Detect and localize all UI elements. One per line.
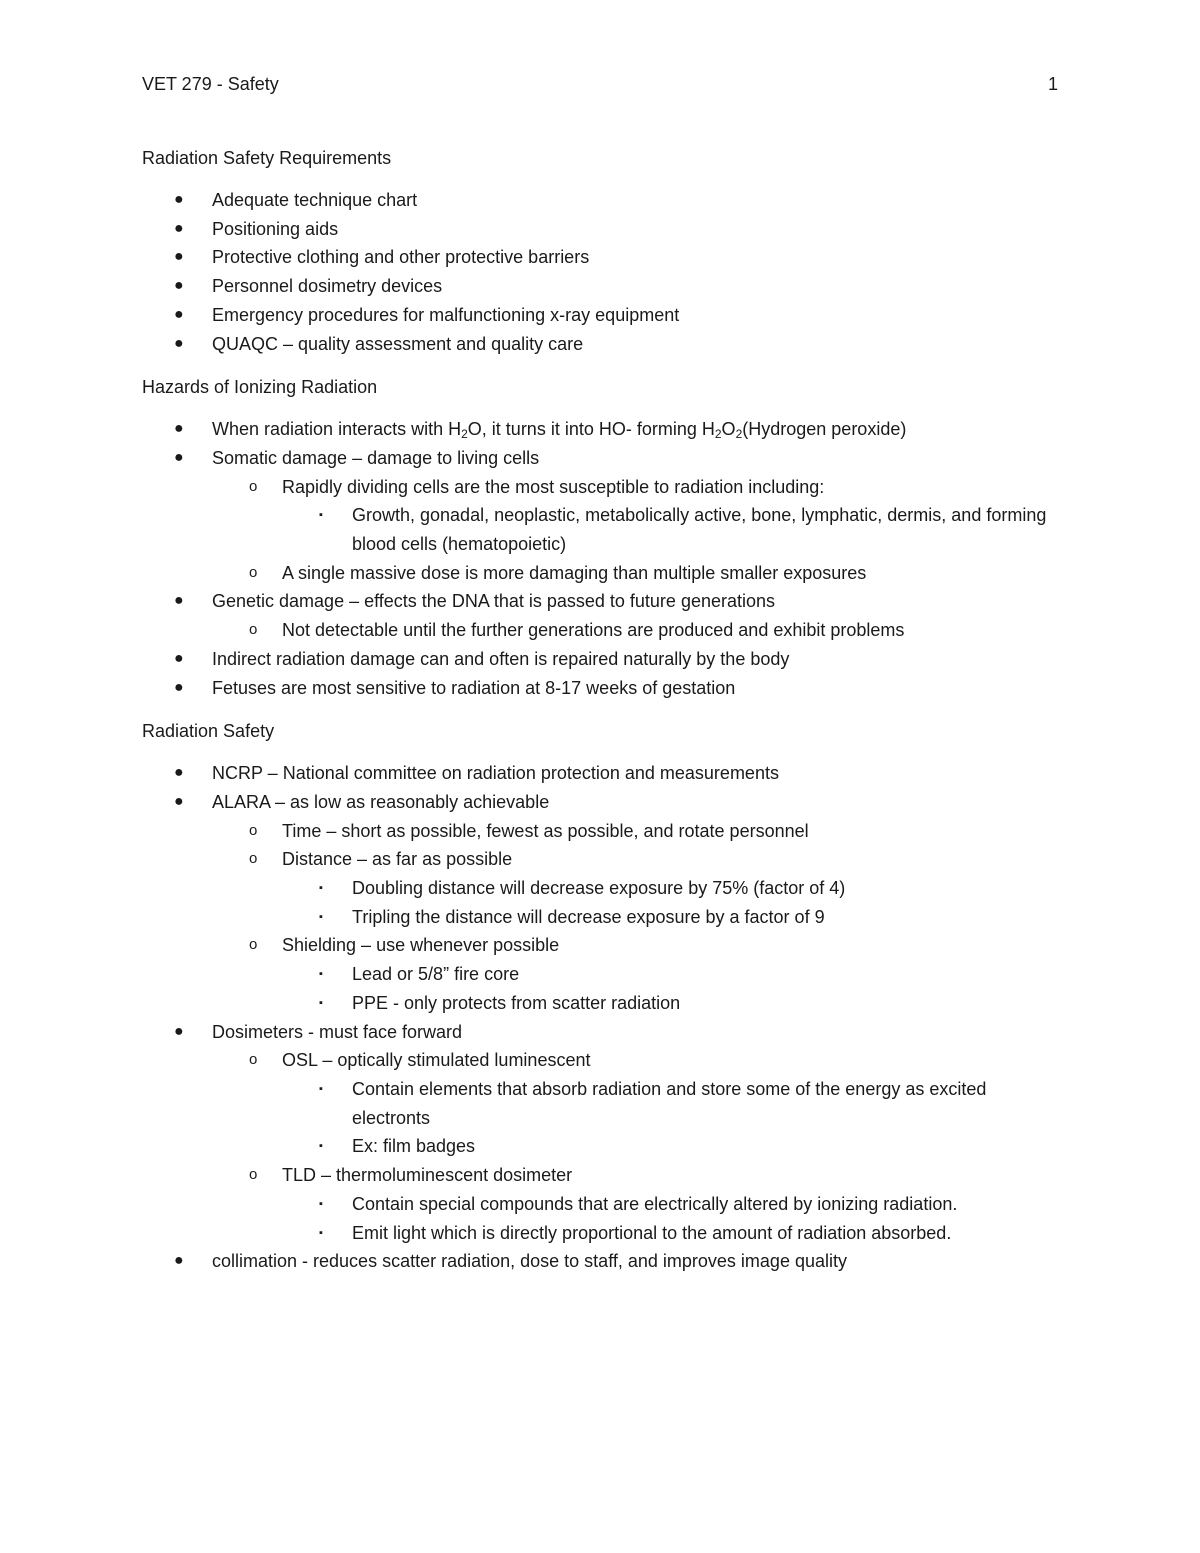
bullet-icon: ● xyxy=(174,277,184,295)
bullet-icon: ▪ xyxy=(319,1082,323,1095)
bullet-icon: o xyxy=(249,563,258,581)
sub-list xyxy=(212,501,1062,558)
bullet-icon: ▪ xyxy=(319,1197,323,1210)
bullet-icon: o xyxy=(249,621,258,639)
bullet-icon: o xyxy=(249,1166,258,1184)
sub-list xyxy=(142,473,1062,588)
section-heading: Hazards of Ionizing Radiation xyxy=(142,377,378,398)
list-item: o Not detectable until the further generations are produced and exhibit problems xyxy=(212,616,1062,645)
header-title: VET 279 - Safety xyxy=(142,74,279,94)
list-item: o OSL – optically stimulated luminescent ▪ Contain elements that absorb radiation and store some of the energy as excited electronts ▪ Ex: film badges xyxy=(212,1046,1062,1161)
list-item: ● Positioning aids xyxy=(142,215,1062,244)
sub-list xyxy=(212,1075,1062,1161)
bullet-icon: ● xyxy=(174,592,184,610)
section-requirements xyxy=(142,144,1062,358)
list-item: ▪ Contain elements that absorb radiation and store some of the energy as excited electronts xyxy=(282,1075,1062,1132)
list-item: ● Personnel dosimetry devices xyxy=(142,272,1062,301)
bullet-icon: ● xyxy=(174,219,184,237)
sub-list xyxy=(142,1046,1062,1247)
bullet-icon: ▪ xyxy=(319,1226,323,1239)
bullet-list xyxy=(142,186,1062,358)
list-item: ● QUAQC – quality assessment and quality care xyxy=(142,330,1062,359)
bullet-icon: ▪ xyxy=(319,1140,323,1153)
list-item: ● ALARA – as low as reasonably achievable o Time – short as possible, fewest as possible, and rotate personnel o Distance – as far as possible ▪ Doubling distance will decrease exposure by 75% (factor of 4) ▪ Tripling the distance will decrease exposure by a factor of 9 o Shielding – use whenever possible ▪ Lead or 5/8” fire core ▪ PPE - only protects from scatter radiation xyxy=(142,788,1062,1018)
list-item: ▪ PPE - only protects from scatter radiation xyxy=(282,989,1062,1018)
bullet-icon: ● xyxy=(174,420,184,438)
list-item: o Distance – as far as possible ▪ Doubling distance will decrease exposure by 75% (factor of 4) ▪ Tripling the distance will decrease exposure by a factor of 9 xyxy=(212,845,1062,931)
section-hazards xyxy=(142,373,1062,702)
section-radiation-safety xyxy=(142,717,1062,1276)
sub-list xyxy=(212,960,1062,1017)
list-item: ● Protective clothing and other protective barriers xyxy=(142,243,1062,272)
list-item: ● NCRP – National committee on radiation protection and measurements xyxy=(142,759,1062,788)
sub-list xyxy=(142,616,1062,645)
list-item: o A single massive dose is more damaging than multiple smaller exposures xyxy=(212,559,1062,588)
bullet-icon: o xyxy=(249,936,258,954)
bullet-icon: ▪ xyxy=(319,996,323,1009)
bullet-icon: ● xyxy=(174,191,184,208)
bullet-icon: ● xyxy=(174,448,184,466)
bullet-icon: o xyxy=(249,1051,258,1069)
list-item: o Time – short as possible, fewest as possible, and rotate personnel xyxy=(212,817,1062,846)
list-item: ▪ Growth, gonadal, neoplastic, metabolically active, bone, lymphatic, dermis, and forming blood cells (hematopoietic) xyxy=(282,501,1062,558)
list-item: ● collimation - reduces scatter radiation, dose to staff, and improves image quality xyxy=(142,1247,1062,1276)
list-item: ▪ Contain special compounds that are electrically altered by ionizing radiation. xyxy=(282,1190,1062,1219)
bullet-icon: ● xyxy=(174,649,184,667)
bullet-icon: ● xyxy=(174,678,184,696)
bullet-icon: ● xyxy=(174,1022,184,1040)
sub-list xyxy=(212,874,1062,931)
bullet-icon: ● xyxy=(174,764,184,782)
bullet-icon: ▪ xyxy=(319,968,323,981)
list-item: o TLD – thermoluminescent dosimeter ▪ Contain special compounds that are electrically altered by ionizing radiation. ▪ Emit light which is directly proportional to the amount of radiation absorbed. xyxy=(212,1161,1062,1247)
bullet-icon: ● xyxy=(174,1252,184,1270)
bullet-icon: ▪ xyxy=(319,509,323,522)
list-item: ● Genetic damage – effects the DNA that is passed to future generations o Not detectable until the further generations are produced and exhibit problems xyxy=(142,587,1062,644)
list-item: ▪ Doubling distance will decrease exposure by 75% (factor of 4) xyxy=(282,874,1062,903)
list-item: ● Indirect radiation damage can and often is repaired naturally by the body xyxy=(142,645,1062,674)
list-item: ▪ Ex: film badges xyxy=(282,1132,1062,1161)
bullet-icon: o xyxy=(249,850,258,868)
bullet-icon: ● xyxy=(174,334,184,352)
list-item: ▪ Tripling the distance will decrease exposure by a factor of 9 xyxy=(282,903,1062,932)
section-heading: Radiation Safety Requirements xyxy=(142,148,392,168)
bullet-icon: o xyxy=(249,477,258,495)
list-item: o Shielding – use whenever possible ▪ Lead or 5/8” fire core ▪ PPE - only protects from scatter radiation xyxy=(212,931,1062,1017)
list-item: ▪ Emit light which is directly proportional to the amount of radiation absorbed. xyxy=(282,1219,1062,1248)
sub-list xyxy=(212,1190,1062,1247)
bullet-icon: ● xyxy=(174,305,184,323)
document-body xyxy=(142,144,1062,1291)
list-item: ● Somatic damage – damage to living cells o Rapidly dividing cells are the most susceptible to radiation including: ▪ Growth, gonadal, neoplastic, metabolically active, bone, lymphatic, dermis, and forming blood cells (hematopoietic) o A single massive dose is more damaging than multiple smaller exposures xyxy=(142,444,1062,588)
section-heading: Radiation Safety xyxy=(142,721,275,742)
list-item: o Rapidly dividing cells are the most susceptible to radiation including: ▪ Growth, gonadal, neoplastic, metabolically active, bone, lymphatic, dermis, and forming blood cells (hematopoietic) xyxy=(212,473,1062,559)
bullet-icon: ● xyxy=(174,792,184,810)
page-number: 1 xyxy=(1047,74,1058,94)
bullet-icon: ▪ xyxy=(319,910,323,923)
bullet-icon: ▪ xyxy=(319,882,323,895)
page-header xyxy=(142,74,1058,98)
list-item: ● Dosimeters - must face forward o OSL – optically stimulated luminescent ▪ Contain elements that absorb radiation and store some of the energy as excited electronts ▪ Ex: film badges o TLD – thermoluminescent dosimeter ▪ Contain special compounds that are electrically altered by ionizing radiation. ▪ Emit light which is directly proportional to the amount of radiation absorbed. xyxy=(142,1018,1062,1248)
bullet-list xyxy=(142,415,1062,702)
list-item: ● When radiation interacts with $H_2O$, it turns it into HO- forming $H_2O_2(Hydrogen$ peroxide) xyxy=(142,415,1062,444)
bullet-list xyxy=(142,759,1062,1276)
bullet-icon: o xyxy=(249,821,258,839)
list-item: ▪ Lead or 5/8” fire core xyxy=(282,960,1062,989)
bullet-icon: ● xyxy=(174,248,184,266)
list-item: ● Fetuses are most sensitive to radiation at 8-17 weeks of gestation xyxy=(142,674,1062,703)
list-item: ● Emergency procedures for malfunctioning x-ray equipment xyxy=(142,301,1062,330)
list-item: ● Adequate technique chart xyxy=(142,186,1062,215)
sub-list xyxy=(142,817,1062,1018)
